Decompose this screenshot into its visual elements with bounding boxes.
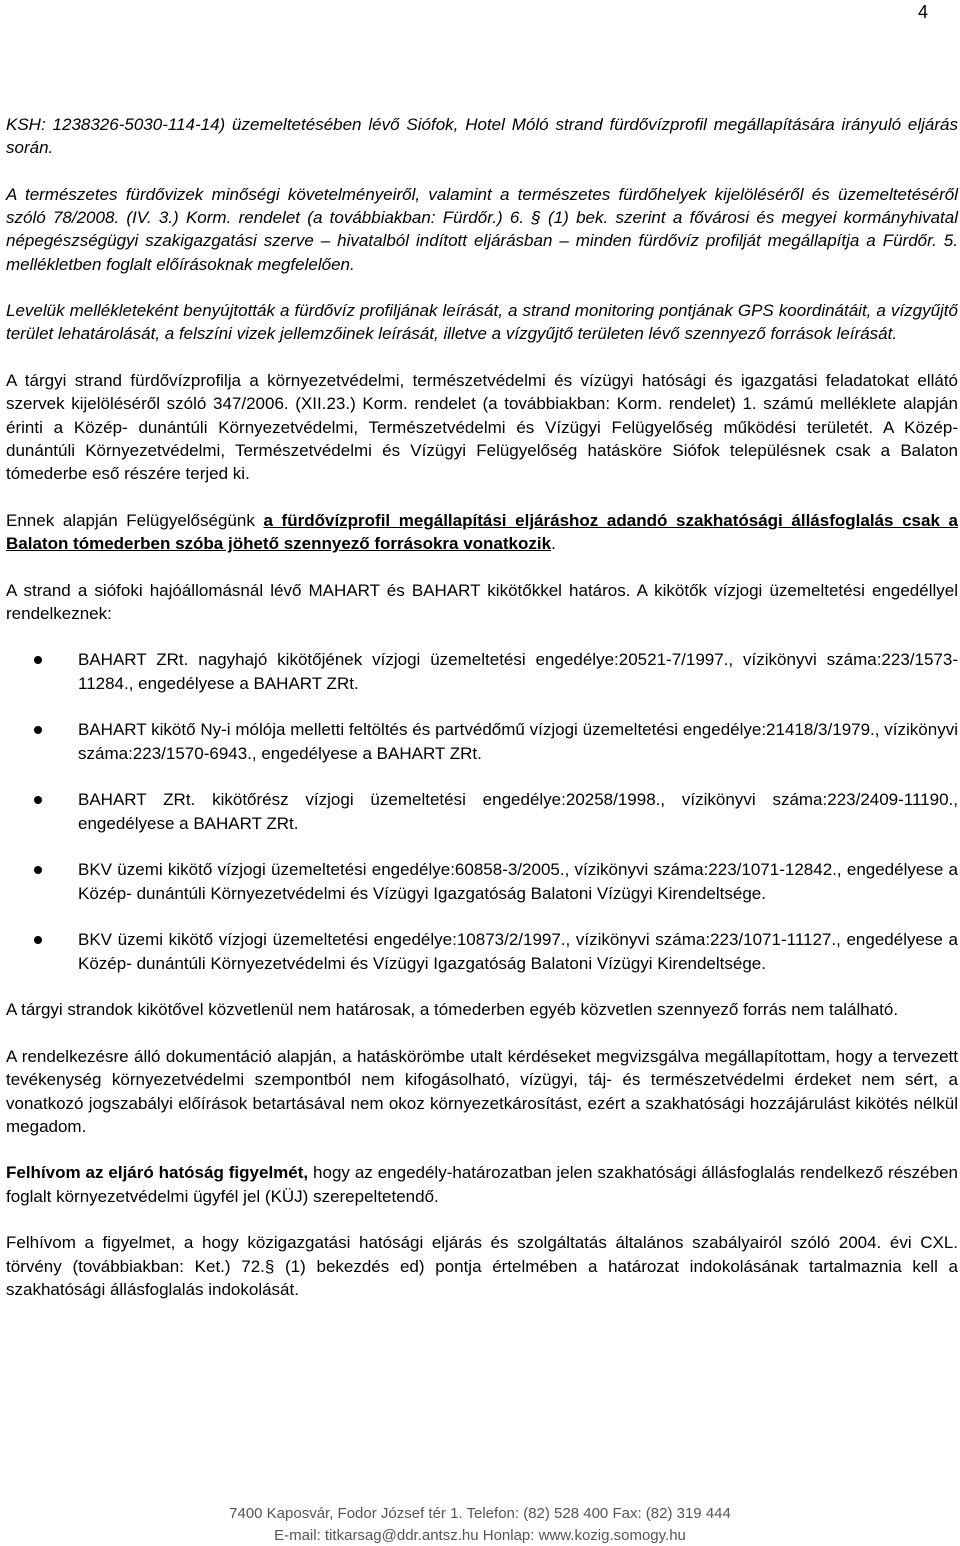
list-item	[6, 648, 958, 694]
footer-contact: E-mail: titkarsag@ddr.antsz.hu Honlap: www.kozig.somogy.hu	[274, 1527, 686, 1544]
paragraph-decision: A rendelkezésre álló dokumentáció alapján, a hatáskörömbe utalt kérdéseket megvizsgálva megállapítottam, hogy a tervezett tevékenység környezetvédelmi szempontból nem kifogásolható, vízügyi, táj- és természetvédelmi érdeket nem sért, a vonatkozó jogszabályi előírások betartásával nem okoz környezetkárosítást, ezért a szakhatósági hozzájárulást kikötés nélkül megadom.	[6, 1047, 958, 1136]
permit-text: BAHART kikötő Ny-i mólója melletti feltöltés és partvédőmű vízjogi üzemeltetési engedélye:21418/3/1979., vízikönyvi száma:223/1570-6943., engedélyese a BAHART ZRt.	[78, 720, 958, 763]
list-item	[6, 788, 958, 834]
paragraph-notice	[6, 1161, 958, 1207]
footer-address: 7400 Kaposvár, Fodor József tér 1. Telefon: (82) 528 400 Fax: (82) 319 444	[229, 1505, 731, 1522]
paragraph-legal-basis: A természetes fürdővizek minőségi követelményeiről, valamint a természetes fürdőhelyek kijelöléséről és üzemeltetéséről szóló 78/2008. (IV. 3.) Korm. rendelet (a továbbiakban: Fürdőr.) 6. § (1) bek. szerint a fővárosi és megyei kormányhivatal népegészségügyi szakigazgatási szerve – hivatalból indított eljárásban – minden fürdővíz profilját megállapítja a Fürdőr. 5. mellékletben foglalt előírásoknak megfelelően.	[6, 184, 958, 274]
list-item	[6, 858, 958, 904]
paragraph-attachments: Levelük mellékleteként benyújtották a fürdővíz profiljának leírását, a strand monitoring pontjának GPS koordinátáit, a vízgyűjtő terület lehatárolását, a felszíni vizek jellemzőinek leírását, illetve a vízgyűjtő területen lévő szennyező források leírását.	[6, 301, 958, 344]
bullet-icon	[34, 656, 42, 664]
paragraph-ksh: KSH: 1238326-5030-114-14) üzemeltetésében lévő Siófok, Hotel Móló strand fürdővízprofil megállapítására irányuló eljárás során.	[6, 115, 958, 158]
paragraph-ket-reference: Felhívom a figyelmet, a hogy közigazgatási hatósági eljárás és szolgáltatás általános szabályairól szóló 2004. évi CXL. törvény (továbbiakban: Ket.) 72.§ (1) bekezdés ed) pontja értelmében a határozat indokolásának tartalmaznia kell a szakhatósági állásfoglalás indokolását.	[6, 1233, 958, 1299]
permit-text: BKV üzemi kikötő vízjogi üzemeltetési engedélye:10873/2/1997., vízikönyvi száma:223/1071-11127., engedélyese a Közép- dunántúli Környezetvédelmi és Vízügyi Igazgatóság Balatoni Vízügyi Kirendeltsége.	[78, 930, 958, 973]
document-body	[6, 113, 958, 1324]
bullet-icon	[34, 866, 42, 874]
list-item	[6, 718, 958, 764]
list-item	[6, 928, 958, 974]
scope-emphasis: a fürdővízprofil megállapítási eljáráshoz adandó szakhatósági állásfoglalás csak a Balaton tómederben szóba jöhető szennyező forrásokra vonatkozik	[6, 510, 958, 553]
paragraph-scope	[6, 509, 958, 555]
permit-list	[6, 648, 958, 974]
notice-rest: hogy az engedély-határozatban jelen szakhatósági állásfoglalás rendelkező részében foglalt környezetvédelmi ügyfél jel (KÜJ) szerepeltetendő.	[6, 1163, 958, 1206]
scope-intro: Ennek alapján Felügyelőségünk	[6, 510, 264, 530]
bullet-icon	[34, 796, 42, 804]
page-number: 4	[917, 2, 928, 22]
paragraph-jurisdiction: A tárgyi strand fürdővízprofilja a környezetvédelmi, természetvédelmi és vízügyi hatósági és igazgatási feladatokat ellátó szervek kijelöléséről szóló 347/2006. (XII.23.) Korm. rendelet (a továbbiakban: Korm. rendelet) 1. számú melléklete alapján érinti a Közép- dunántúli Környezetvédelmi, Természetvédelmi és Vízügyi Felügyelőség működési területét. A Közép- dunántúli Környezetvédelmi, Természetvédelmi és Vízügyi Felügyelőség hatásköre Siófok településnek csak a Balaton tómederbe eső részére terjed ki.	[6, 371, 958, 483]
paragraph-no-sources: A tárgyi strandok kikötővel közvetlenül nem határosak, a tómederben egyéb közvetlen szennyező forrás nem található.	[6, 1000, 899, 1020]
bullet-icon	[34, 726, 42, 734]
bullet-icon	[34, 936, 42, 944]
permit-text: BKV üzemi kikötő vízjogi üzemeltetési engedélye:60858-3/2005., vízikönyvi száma:223/1071-12842., engedélyese a Közép- dunántúli Környezetvédelmi és Vízügyi Igazgatóság Balatoni Vízügyi Kirendeltsége.	[78, 860, 958, 903]
permit-text: BAHART ZRt. kikötőrész vízjogi üzemeltetési engedélye:20258/1998., vízikönyvi száma:223/2409-11190., engedélyese a BAHART ZRt.	[78, 790, 958, 833]
notice-emphasis: Felhívom az eljáró hatóság figyelmét,	[6, 1163, 309, 1183]
scope-end: .	[551, 533, 556, 553]
paragraph-harbours: A strand a siófoki hajóállomásnál lévő MAHART és BAHART kikötőkkel határos. A kikötők vízjogi üzemeltetési engedéllyel rendelkeznek:	[6, 580, 958, 623]
permit-text: BAHART ZRt. nagyhajó kikötőjének vízjogi üzemeltetési engedélye:20521-7/1997., vízikönyvi száma:223/1573-11284., engedélyese a BAHART ZRt.	[78, 650, 958, 693]
